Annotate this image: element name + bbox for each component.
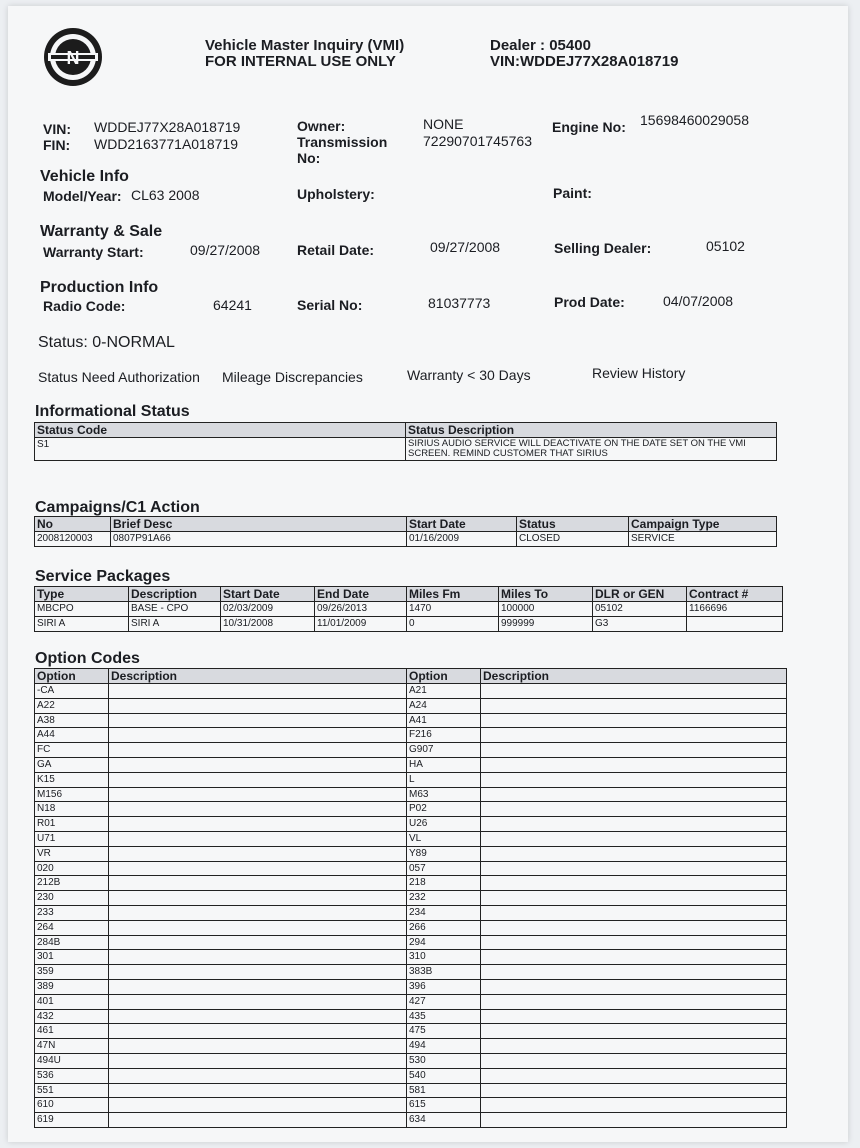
column-header: Campaign Type bbox=[629, 517, 777, 532]
option-description-cell bbox=[109, 1113, 407, 1128]
status-need-authorization: Status Need Authorization bbox=[38, 369, 200, 385]
option-code-cell: VL bbox=[407, 831, 481, 846]
dealer-code: Dealer : 05400 bbox=[490, 37, 591, 54]
service-packages-table bbox=[34, 586, 783, 632]
option-code-cell: 266 bbox=[407, 920, 481, 935]
option-description-cell bbox=[109, 905, 407, 920]
vehicle-info-heading: Vehicle Info bbox=[40, 168, 129, 185]
table-cell: 2008120003 bbox=[35, 532, 111, 547]
option-code-cell: 234 bbox=[407, 905, 481, 920]
option-description-cell bbox=[481, 698, 787, 713]
vmi-document bbox=[8, 6, 848, 1142]
option-code-cell: 461 bbox=[35, 1024, 109, 1039]
option-description-cell bbox=[109, 1024, 407, 1039]
option-code-cell: VR bbox=[35, 846, 109, 861]
option-code-cell: 389 bbox=[35, 979, 109, 994]
option-description-cell bbox=[481, 861, 787, 876]
campaigns-table bbox=[34, 516, 777, 547]
fin-label: FIN: bbox=[43, 137, 71, 153]
option-code-cell: -CA bbox=[35, 684, 109, 699]
option-code-cell: 218 bbox=[407, 876, 481, 891]
option-description-cell bbox=[109, 935, 407, 950]
option-code-cell: 401 bbox=[35, 994, 109, 1009]
retail-date-value: 09/27/2008 bbox=[430, 239, 501, 255]
campaigns-heading: Campaigns/C1 Action bbox=[35, 499, 200, 516]
option-code-cell: FC bbox=[35, 743, 109, 758]
option-description-cell bbox=[109, 802, 407, 817]
option-codes-heading: Option Codes bbox=[35, 650, 140, 667]
option-code-cell: U26 bbox=[407, 817, 481, 832]
option-description-cell bbox=[481, 728, 787, 743]
option-description-cell bbox=[481, 920, 787, 935]
prod-date-label: Prod Date: bbox=[554, 294, 625, 310]
option-description-cell bbox=[481, 1068, 787, 1083]
retail-date-label: Retail Date: bbox=[297, 242, 375, 258]
option-row bbox=[35, 831, 787, 846]
option-code-cell: Y89 bbox=[407, 846, 481, 861]
option-code-cell: G907 bbox=[407, 743, 481, 758]
option-description-cell bbox=[109, 713, 407, 728]
serial-label: Serial No: bbox=[297, 297, 363, 313]
option-code-cell: L bbox=[407, 772, 481, 787]
option-code-cell: 264 bbox=[35, 920, 109, 935]
table-cell bbox=[687, 617, 783, 632]
option-row bbox=[35, 728, 787, 743]
option-description-cell bbox=[109, 831, 407, 846]
warranty-start-label: Warranty Start: bbox=[43, 244, 144, 260]
warranty-30-days: Warranty < 30 Days bbox=[407, 367, 531, 383]
option-description-cell bbox=[481, 1053, 787, 1068]
option-code-cell: M156 bbox=[35, 787, 109, 802]
prod-date-value: 04/07/2008 bbox=[663, 293, 734, 309]
engine-label: Engine No: bbox=[552, 119, 626, 135]
option-description-cell bbox=[109, 1039, 407, 1054]
report-title: Vehicle Master Inquiry (VMI) bbox=[205, 37, 405, 54]
option-code-cell: 427 bbox=[407, 994, 481, 1009]
option-code-cell: 494 bbox=[407, 1039, 481, 1054]
vin-value: WDDEJ77X28A018719 bbox=[94, 119, 241, 135]
option-description-cell bbox=[109, 1083, 407, 1098]
option-description-cell bbox=[109, 861, 407, 876]
option-row bbox=[35, 698, 787, 713]
option-code-cell: 383B bbox=[407, 965, 481, 980]
option-code-cell: P02 bbox=[407, 802, 481, 817]
option-description-cell bbox=[481, 743, 787, 758]
table-cell: MBCPO bbox=[35, 602, 129, 617]
option-description-cell bbox=[109, 787, 407, 802]
table-cell: G3 bbox=[593, 617, 687, 632]
column-header: Description bbox=[129, 587, 221, 602]
option-description-cell bbox=[109, 965, 407, 980]
option-description-cell bbox=[481, 1039, 787, 1054]
option-code-cell: 230 bbox=[35, 891, 109, 906]
option-code-cell: 432 bbox=[35, 1009, 109, 1024]
option-description-cell bbox=[109, 698, 407, 713]
table-row bbox=[35, 438, 777, 461]
option-description-cell bbox=[481, 772, 787, 787]
option-description-cell bbox=[109, 817, 407, 832]
option-description-cell bbox=[481, 891, 787, 906]
option-code-cell: A24 bbox=[407, 698, 481, 713]
table-cell: SIRI A bbox=[35, 617, 129, 632]
option-code-cell: A21 bbox=[407, 684, 481, 699]
header-vin: VIN:WDDEJ77X28A018719 bbox=[490, 53, 679, 70]
column-header: No bbox=[35, 517, 111, 532]
report-subtitle: FOR INTERNAL USE ONLY bbox=[205, 53, 396, 70]
fin-value: WDD2163771A018719 bbox=[94, 136, 238, 152]
option-row bbox=[35, 743, 787, 758]
option-row bbox=[35, 994, 787, 1009]
option-code-cell: 294 bbox=[407, 935, 481, 950]
svg-text:N: N bbox=[66, 48, 80, 68]
option-description-cell bbox=[481, 817, 787, 832]
vin-label: VIN: bbox=[43, 121, 71, 137]
option-description-cell bbox=[481, 1113, 787, 1128]
column-header: Option bbox=[407, 669, 481, 684]
owner-label: Owner: bbox=[297, 118, 346, 134]
option-description-cell bbox=[481, 802, 787, 817]
option-code-cell: 475 bbox=[407, 1024, 481, 1039]
option-code-cell: 233 bbox=[35, 905, 109, 920]
column-header: Miles Fm bbox=[407, 587, 499, 602]
column-header: Description bbox=[481, 669, 787, 684]
option-code-cell: 301 bbox=[35, 950, 109, 965]
option-codes-table bbox=[34, 668, 787, 1128]
column-header: Brief Desc bbox=[111, 517, 407, 532]
option-row bbox=[35, 920, 787, 935]
option-description-cell bbox=[481, 1009, 787, 1024]
table-cell: BASE - CPO bbox=[129, 602, 221, 617]
service-packages-heading: Service Packages bbox=[35, 568, 171, 585]
model-label: Model/Year: bbox=[43, 188, 122, 204]
option-code-cell: 47N bbox=[35, 1039, 109, 1054]
option-code-cell: 536 bbox=[35, 1068, 109, 1083]
option-code-cell: GA bbox=[35, 757, 109, 772]
option-row bbox=[35, 772, 787, 787]
option-code-cell: M63 bbox=[407, 787, 481, 802]
option-description-cell bbox=[109, 1053, 407, 1068]
table-row bbox=[35, 602, 783, 617]
option-row bbox=[35, 979, 787, 994]
warranty-start-value: 09/27/2008 bbox=[190, 242, 261, 258]
option-description-cell bbox=[481, 757, 787, 772]
column-header: Status Description bbox=[406, 423, 777, 438]
table-cell: 05102 bbox=[593, 602, 687, 617]
radio-code-value: 64241 bbox=[213, 297, 252, 313]
option-code-cell: 057 bbox=[407, 861, 481, 876]
option-code-cell: 634 bbox=[407, 1113, 481, 1128]
table-cell: CLOSED bbox=[517, 532, 629, 547]
option-row bbox=[35, 891, 787, 906]
option-description-cell bbox=[109, 876, 407, 891]
option-description-cell bbox=[109, 772, 407, 787]
option-code-cell: 581 bbox=[407, 1083, 481, 1098]
informational-status-heading: Informational Status bbox=[35, 403, 190, 420]
option-code-cell: A44 bbox=[35, 728, 109, 743]
option-description-cell bbox=[481, 846, 787, 861]
selling-dealer-value: 05102 bbox=[706, 238, 745, 254]
option-description-cell bbox=[109, 728, 407, 743]
option-description-cell bbox=[481, 713, 787, 728]
warranty-heading: Warranty & Sale bbox=[40, 223, 163, 240]
option-description-cell bbox=[109, 994, 407, 1009]
option-row bbox=[35, 935, 787, 950]
column-header: Option bbox=[35, 669, 109, 684]
option-code-cell: F216 bbox=[407, 728, 481, 743]
table-row bbox=[35, 617, 783, 632]
option-description-cell bbox=[481, 1083, 787, 1098]
option-code-cell: 020 bbox=[35, 861, 109, 876]
option-row bbox=[35, 1098, 787, 1113]
selling-dealer-label: Selling Dealer: bbox=[554, 240, 652, 256]
table-row bbox=[35, 532, 777, 547]
upholstery-label: Upholstery: bbox=[297, 186, 375, 202]
option-code-cell: 232 bbox=[407, 891, 481, 906]
informational-status-table bbox=[34, 422, 777, 461]
option-description-cell bbox=[481, 831, 787, 846]
table-cell: 10/31/2008 bbox=[221, 617, 315, 632]
option-row bbox=[35, 1053, 787, 1068]
production-heading: Production Info bbox=[40, 279, 159, 296]
table-cell: SIRI A bbox=[129, 617, 221, 632]
column-header: Description bbox=[109, 669, 407, 684]
table-cell: 1470 bbox=[407, 602, 499, 617]
option-code-cell: R01 bbox=[35, 817, 109, 832]
table-cell: 09/26/2013 bbox=[315, 602, 407, 617]
option-description-cell bbox=[481, 684, 787, 699]
option-code-cell: N18 bbox=[35, 802, 109, 817]
option-row bbox=[35, 950, 787, 965]
option-row bbox=[35, 861, 787, 876]
column-header: Type bbox=[35, 587, 129, 602]
option-description-cell bbox=[481, 935, 787, 950]
option-code-cell: HA bbox=[407, 757, 481, 772]
option-description-cell bbox=[109, 743, 407, 758]
option-row bbox=[35, 684, 787, 699]
option-code-cell: 396 bbox=[407, 979, 481, 994]
option-description-cell bbox=[109, 920, 407, 935]
table-cell: 02/03/2009 bbox=[221, 602, 315, 617]
option-description-cell bbox=[109, 1009, 407, 1024]
option-row bbox=[35, 1009, 787, 1024]
option-code-cell: 610 bbox=[35, 1098, 109, 1113]
option-code-cell: 212B bbox=[35, 876, 109, 891]
option-description-cell bbox=[481, 994, 787, 1009]
table-cell: SERVICE bbox=[629, 532, 777, 547]
column-header: Contract # bbox=[687, 587, 783, 602]
option-code-cell: 435 bbox=[407, 1009, 481, 1024]
option-code-cell: 540 bbox=[407, 1068, 481, 1083]
option-code-cell: 284B bbox=[35, 935, 109, 950]
owner-value: NONE bbox=[423, 116, 464, 132]
option-row bbox=[35, 802, 787, 817]
option-description-cell bbox=[109, 950, 407, 965]
transmission-value: 72290701745763 bbox=[423, 133, 533, 149]
option-code-cell: A41 bbox=[407, 713, 481, 728]
table-cell: 100000 bbox=[499, 602, 593, 617]
option-code-cell: 619 bbox=[35, 1113, 109, 1128]
option-description-cell bbox=[481, 876, 787, 891]
table-cell: 0807P91A66 bbox=[111, 532, 407, 547]
option-code-cell: 494U bbox=[35, 1053, 109, 1068]
table-cell: 999999 bbox=[499, 617, 593, 632]
option-description-cell bbox=[109, 1068, 407, 1083]
option-description-cell bbox=[109, 891, 407, 906]
option-code-cell: U71 bbox=[35, 831, 109, 846]
option-row bbox=[35, 1068, 787, 1083]
option-code-cell: 530 bbox=[407, 1053, 481, 1068]
option-code-cell: A22 bbox=[35, 698, 109, 713]
option-row bbox=[35, 905, 787, 920]
option-row bbox=[35, 713, 787, 728]
column-header: Status Code bbox=[35, 423, 406, 438]
option-row bbox=[35, 817, 787, 832]
option-description-cell bbox=[109, 1098, 407, 1113]
option-description-cell bbox=[109, 757, 407, 772]
table-cell: 0 bbox=[407, 617, 499, 632]
option-row bbox=[35, 757, 787, 772]
column-header: Status bbox=[517, 517, 629, 532]
option-row bbox=[35, 1039, 787, 1054]
option-description-cell bbox=[481, 1098, 787, 1113]
table-cell: 01/16/2009 bbox=[407, 532, 517, 547]
dealer-logo-icon bbox=[42, 26, 104, 88]
option-description-cell bbox=[481, 979, 787, 994]
option-description-cell bbox=[481, 1024, 787, 1039]
option-code-cell: 310 bbox=[407, 950, 481, 965]
option-description-cell bbox=[481, 905, 787, 920]
table-cell: 1166696 bbox=[687, 602, 783, 617]
option-description-cell bbox=[481, 950, 787, 965]
option-description-cell bbox=[481, 965, 787, 980]
column-header: Start Date bbox=[221, 587, 315, 602]
option-row bbox=[35, 1024, 787, 1039]
option-row bbox=[35, 965, 787, 980]
engine-value: 15698460029058 bbox=[640, 112, 750, 128]
review-history: Review History bbox=[592, 365, 686, 381]
column-header: Miles To bbox=[499, 587, 593, 602]
option-code-cell: 551 bbox=[35, 1083, 109, 1098]
option-row bbox=[35, 846, 787, 861]
option-description-cell bbox=[109, 684, 407, 699]
paint-label: Paint: bbox=[553, 185, 592, 201]
option-code-cell: A38 bbox=[35, 713, 109, 728]
option-codes-body bbox=[35, 684, 787, 1128]
column-header: Start Date bbox=[407, 517, 517, 532]
option-code-cell: 615 bbox=[407, 1098, 481, 1113]
serial-value: 81037773 bbox=[428, 295, 491, 311]
option-row bbox=[35, 1083, 787, 1098]
option-description-cell bbox=[109, 979, 407, 994]
status-description-cell: SIRIUS AUDIO SERVICE WILL DEACTIVATE ON THE DATE SET ON THE VMI SCREEN. REMIND CUSTOMER THAT SIRIUS bbox=[406, 438, 777, 461]
option-row bbox=[35, 787, 787, 802]
column-header: DLR or GEN bbox=[593, 587, 687, 602]
option-code-cell: 359 bbox=[35, 965, 109, 980]
mileage-discrepancies: Mileage Discrepancies bbox=[222, 369, 363, 385]
table-cell: 11/01/2009 bbox=[315, 617, 407, 632]
option-description-cell bbox=[109, 846, 407, 861]
option-code-cell: K15 bbox=[35, 772, 109, 787]
model-value: CL63 2008 bbox=[131, 187, 200, 203]
column-header: End Date bbox=[315, 587, 407, 602]
status-line: Status: 0-NORMAL bbox=[38, 334, 175, 351]
option-row bbox=[35, 1113, 787, 1128]
status-code-cell: S1 bbox=[35, 438, 406, 461]
transmission-label: Transmission No: bbox=[297, 134, 388, 166]
radio-code-label: Radio Code: bbox=[43, 298, 126, 314]
option-description-cell bbox=[481, 787, 787, 802]
option-row bbox=[35, 876, 787, 891]
